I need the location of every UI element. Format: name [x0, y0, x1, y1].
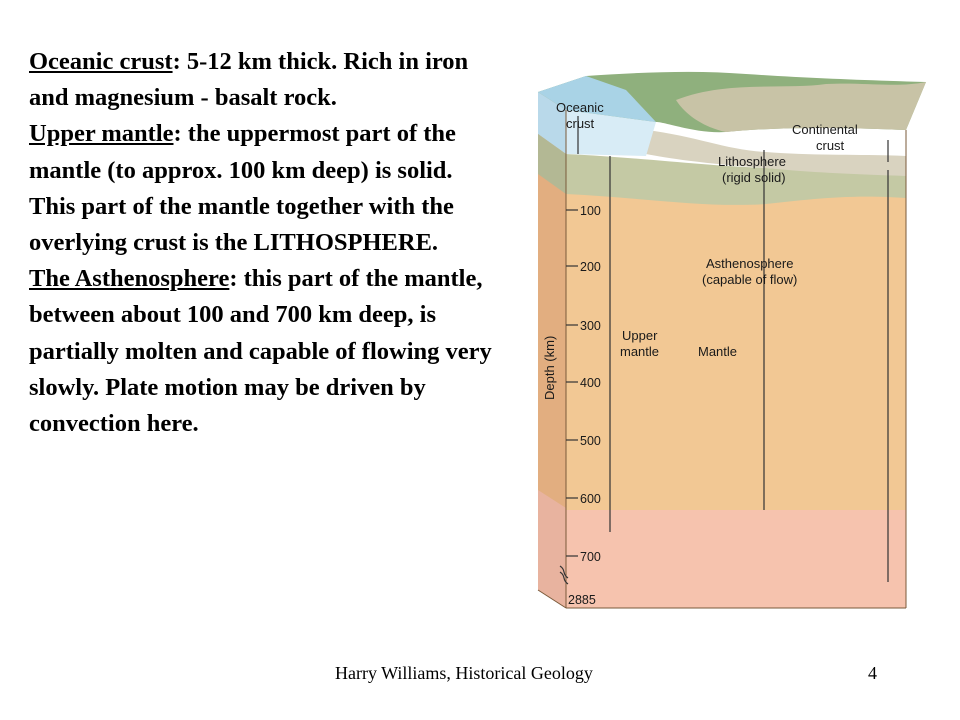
depth-label-100: 100 — [580, 204, 601, 218]
explanation-text — [29, 44, 499, 442]
asthenosphere-term: The Asthenosphere — [29, 265, 230, 293]
lithosphere-label-line2: (rigid solid) — [722, 170, 786, 185]
asthenosphere-paragraph — [29, 261, 499, 442]
upper-mantle-paragraph — [29, 116, 499, 261]
oceanic-crust-paragraph — [29, 44, 499, 116]
upper-mantle-label-line2: mantle — [620, 344, 660, 359]
upper-mantle-label-line1: Upper — [622, 328, 658, 343]
depth-label-300: 300 — [580, 319, 601, 333]
asthenosphere-description: : this part of the mantle, between about 100 and 700 km deep, is partially molten and capable of flowing very slowly. Plate motion may be driven by convection here. — [29, 265, 492, 438]
upper-mantle-description: : the uppermost part of the mantle (to approx. 100 km deep) is solid. This part of the mantle together with the overlying crust is the LITHOSPHERE. — [29, 120, 456, 257]
oceanic-crust-term: Oceanic crust — [29, 48, 173, 75]
depth-label-2885: 2885 — [568, 593, 596, 607]
asthenosphere-label-line1: Asthenosphere — [706, 256, 794, 271]
lithosphere-label-line1: Lithosphere — [718, 154, 786, 169]
depth-label-600: 600 — [580, 492, 601, 506]
depth-label-200: 200 — [580, 260, 601, 274]
depth-axis-label: Depth (km) — [542, 335, 557, 400]
footer-credit: Harry Williams, Historical Geology — [335, 663, 593, 683]
continental-crust-label-line1: Continental — [792, 122, 858, 137]
earth-layers-diagram — [526, 70, 936, 615]
block-side-lower-mantle — [538, 490, 566, 608]
oceanic-crust-label-line2: crust — [566, 116, 595, 131]
mantle-label: Mantle — [698, 344, 738, 359]
page-number: 4 — [868, 663, 877, 683]
oceanic-crust-description: : 5-12 km thick. Rich in iron and magnesium - basalt rock. — [29, 48, 469, 112]
earth-layers-svg — [526, 70, 936, 615]
asthenosphere-label-line2: (capable of flow) — [702, 272, 798, 287]
upper-mantle-term: Upper mantle — [29, 120, 174, 148]
lower-mantle-layer — [566, 508, 906, 608]
depth-label-700: 700 — [580, 550, 601, 564]
continental-crust-label-line2: crust — [816, 138, 845, 153]
depth-label-500: 500 — [580, 434, 601, 448]
oceanic-crust-label-line1: Oceanic — [556, 100, 604, 115]
depth-label-400: 400 — [580, 376, 601, 390]
